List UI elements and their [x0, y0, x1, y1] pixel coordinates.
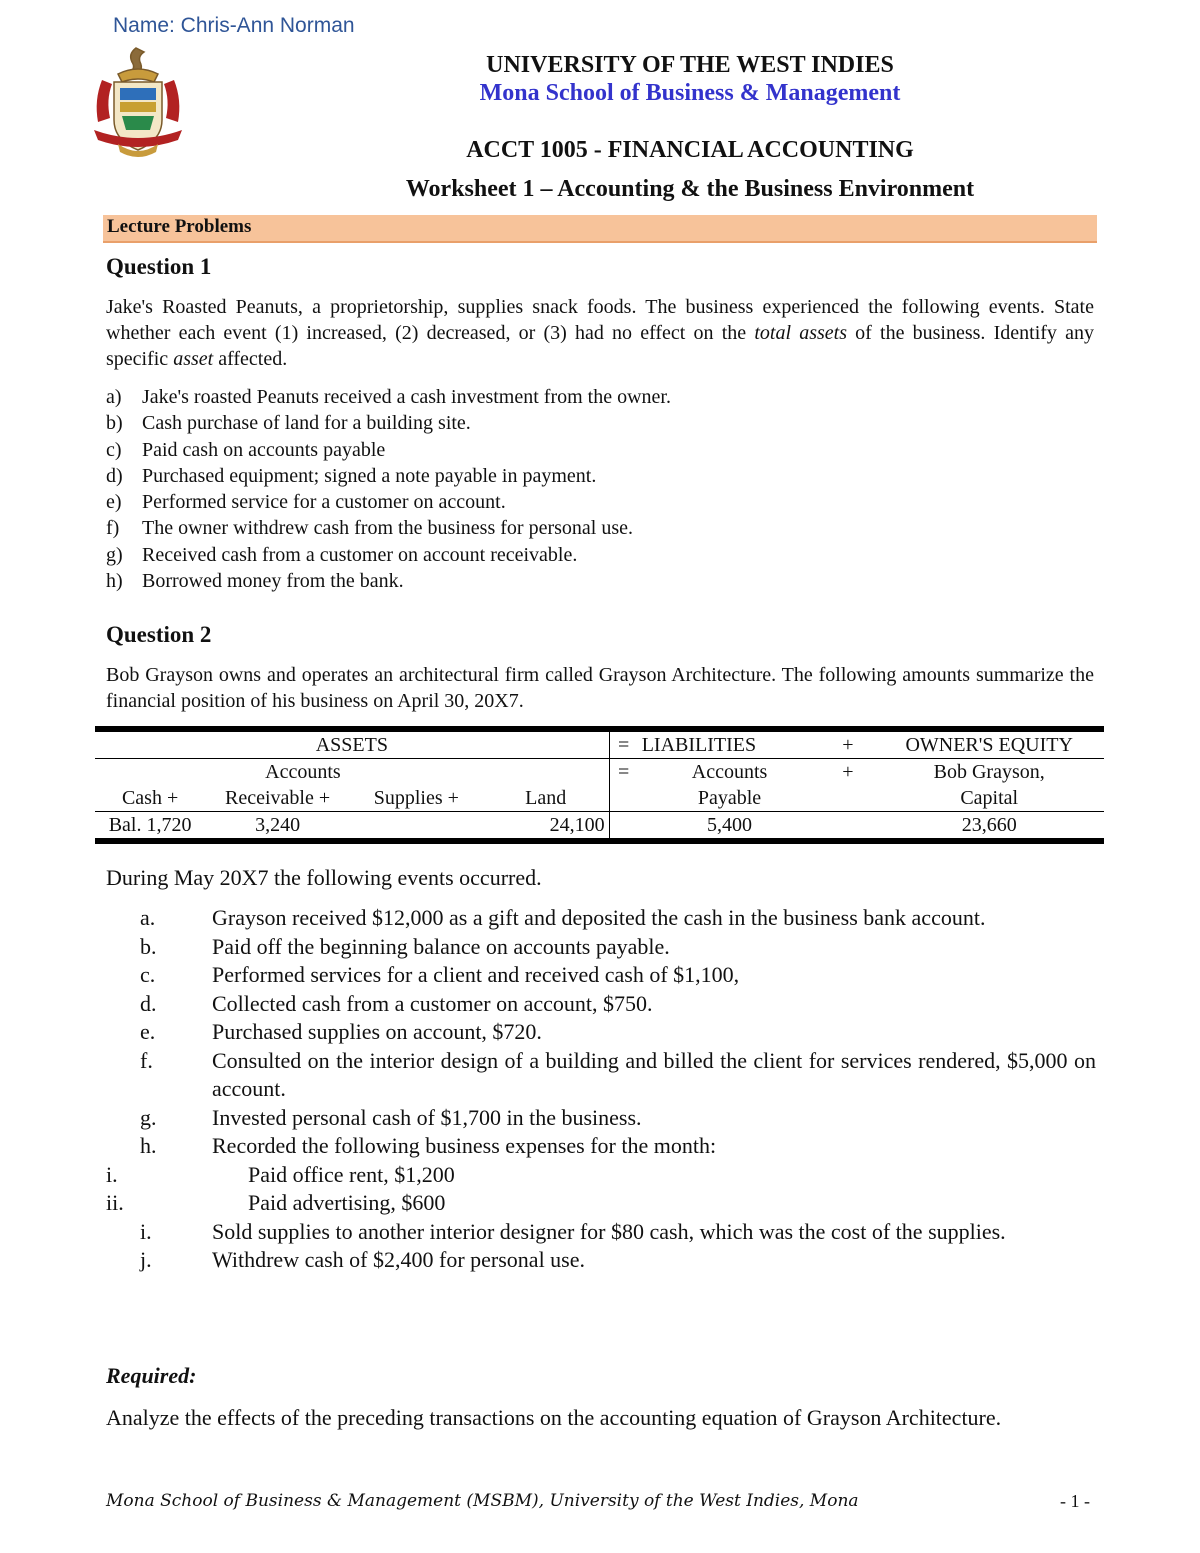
payable-header: Payable	[697, 787, 762, 809]
list-item	[106, 961, 1096, 990]
liabilities-header: LIABILITIES	[641, 734, 757, 756]
item-label: f)	[106, 517, 120, 540]
accounts-label: Accounts	[265, 761, 341, 783]
footer-text: Mona School of Business & Management (MSBM), University of the West Indies, Mona	[106, 1491, 859, 1511]
page-number: - 1 -	[1060, 1491, 1090, 1511]
item-text: Performed service for a customer on account.	[142, 491, 506, 514]
required-instruction: Analyze the effects of the preceding transactions on the accounting equation of Grayson Architecture.	[106, 1405, 1002, 1430]
list-item	[106, 904, 1096, 933]
question-1-title: Question 1	[106, 254, 212, 279]
item-text: Consulted on the interior design of a building and billed the client for services rendered, $5,000 on account.	[212, 1047, 1096, 1101]
plus-sign: +	[842, 761, 854, 783]
question-1-intro	[106, 294, 1094, 372]
balance-accounts-receivable: 3,240	[255, 814, 301, 836]
university-title: UNIVERSITY OF THE WEST INDIES	[486, 52, 894, 78]
assets-header: ASSETS	[315, 734, 388, 756]
capital-header: Capital	[960, 787, 1019, 809]
item-label: i.	[106, 1161, 118, 1187]
item-text: Paid cash on accounts payable	[142, 438, 386, 461]
list-item	[106, 384, 1086, 410]
item-text: Cash purchase of land for a building site.	[142, 412, 471, 435]
list-item	[106, 1104, 1096, 1133]
list-item	[106, 437, 1086, 463]
item-label: e.	[140, 1019, 156, 1044]
owners-equity-header: OWNER'S EQUITY	[905, 734, 1073, 756]
table-row	[95, 785, 1104, 812]
university-crest-logo	[88, 44, 188, 166]
item-label: h)	[106, 570, 123, 593]
required-heading: Required:	[106, 1363, 197, 1388]
item-text: Jake's roasted Peanuts received a cash investment from the owner.	[142, 386, 671, 408]
table-row	[95, 759, 1104, 786]
list-item	[106, 1189, 1096, 1218]
item-text: Borrowed money from the bank.	[142, 570, 404, 593]
balance-capital: 23,660	[961, 814, 1017, 836]
item-text: Withdrew cash of $2,400 for personal use.	[212, 1247, 586, 1272]
worksheet-title: Worksheet 1 – Accounting & the Business Environment	[405, 176, 975, 202]
intro-text: of the business. Identify any specific	[106, 322, 1094, 370]
item-text: Received cash from a customer on account receivable.	[142, 543, 578, 566]
intro-emphasis: asset	[173, 348, 214, 370]
table-row	[95, 729, 1104, 759]
item-label: ii.	[106, 1190, 124, 1215]
list-item	[106, 489, 1086, 515]
cash-header: Cash +	[121, 787, 179, 809]
intro-text: affected.	[213, 348, 288, 370]
during-text: During May 20X7 the following events occurred.	[106, 865, 542, 890]
intro-text: Jake's Roasted Peanuts, a proprietorship, supplies snack foods. The business experienced the following events. State whether each event (1) increased, (2) decreased, or (3) had no effect on the	[106, 296, 1094, 344]
item-label: c.	[140, 962, 156, 987]
course-title: ACCT 1005 - FINANCIAL ACCOUNTING	[466, 137, 914, 163]
item-text: The owner withdrew cash from the business for personal use.	[142, 517, 633, 540]
item-label: g.	[140, 1104, 157, 1130]
accounts-liab-label: Accounts	[691, 761, 768, 783]
list-item	[106, 1246, 1096, 1275]
bob-grayson-label: Bob Grayson,	[933, 761, 1045, 783]
item-label: i.	[140, 1218, 152, 1244]
item-label: a.	[140, 905, 156, 930]
item-label: d.	[140, 990, 157, 1016]
balance-land: 24,100	[549, 814, 605, 836]
item-label: j.	[140, 1247, 152, 1272]
land-header: Land	[525, 787, 567, 809]
item-label: e)	[106, 491, 122, 514]
list-item	[106, 410, 1086, 436]
supplies-header: Supplies +	[373, 787, 459, 809]
equals-sign: =	[609, 759, 638, 786]
list-item	[106, 515, 1086, 541]
item-text: Collected cash from a customer on account, $750.	[212, 990, 653, 1016]
plus-sign: +	[842, 734, 854, 756]
student-name: Name: Chris-Ann Norman	[113, 14, 355, 37]
item-text: Recorded the following business expenses for the month:	[212, 1133, 717, 1158]
item-text: Grayson received $12,000 as a gift and deposited the cash in the business bank account.	[212, 905, 986, 930]
question-1-events	[106, 384, 1086, 594]
list-item	[106, 463, 1086, 489]
list-item	[106, 933, 1096, 962]
item-text: Purchased supplies on account, $720.	[212, 1019, 542, 1044]
item-text: Performed services for a client and received cash of $1,100,	[212, 962, 740, 987]
item-text: Paid office rent, $1,200	[248, 1161, 455, 1187]
item-label: b)	[106, 412, 123, 435]
list-item	[106, 568, 1086, 594]
section-banner	[103, 215, 1097, 243]
list-item	[106, 990, 1096, 1019]
list-item	[106, 1161, 1096, 1190]
item-text: Invested personal cash of $1,700 in the business.	[212, 1104, 642, 1130]
question-2-title: Question 2	[106, 622, 212, 647]
item-text: Paid off the beginning balance on accounts payable.	[212, 933, 670, 959]
balance-table	[95, 726, 1104, 844]
item-label: f.	[140, 1047, 153, 1073]
item-text: Sold supplies to another interior designer for $80 cash, which was the cost of the supplies.	[212, 1218, 1006, 1244]
item-label: c)	[106, 438, 122, 461]
list-item	[106, 1018, 1096, 1047]
balance-accounts-payable: 5,400	[707, 814, 753, 836]
item-label: g)	[106, 543, 123, 566]
school-title: Mona School of Business & Management	[479, 80, 901, 106]
list-item	[106, 542, 1086, 568]
item-text: Purchased equipment; signed a note payable in payment.	[142, 464, 597, 487]
question-2-events	[106, 904, 1096, 1275]
list-item	[106, 1047, 1096, 1104]
item-label: d)	[106, 464, 123, 487]
receivable-header: Receivable +	[225, 787, 331, 809]
question-2-intro: Bob Grayson owns and operates an architectural firm called Grayson Architecture. The following amounts summarize the financial position of his business on April 30, 20X7.	[106, 664, 1094, 712]
table-row	[95, 812, 1104, 842]
list-item	[106, 1218, 1096, 1247]
balance-cash: Bal. 1,720	[108, 814, 192, 836]
item-text: Paid advertising, $600	[248, 1190, 446, 1215]
section-title: Lecture Problems	[107, 216, 252, 237]
list-item	[106, 1132, 1096, 1161]
equals-sign: =	[609, 729, 638, 759]
item-label: a)	[106, 386, 122, 408]
item-label: h.	[140, 1133, 157, 1158]
item-label: b.	[140, 933, 157, 959]
intro-emphasis: total assets	[754, 322, 847, 344]
